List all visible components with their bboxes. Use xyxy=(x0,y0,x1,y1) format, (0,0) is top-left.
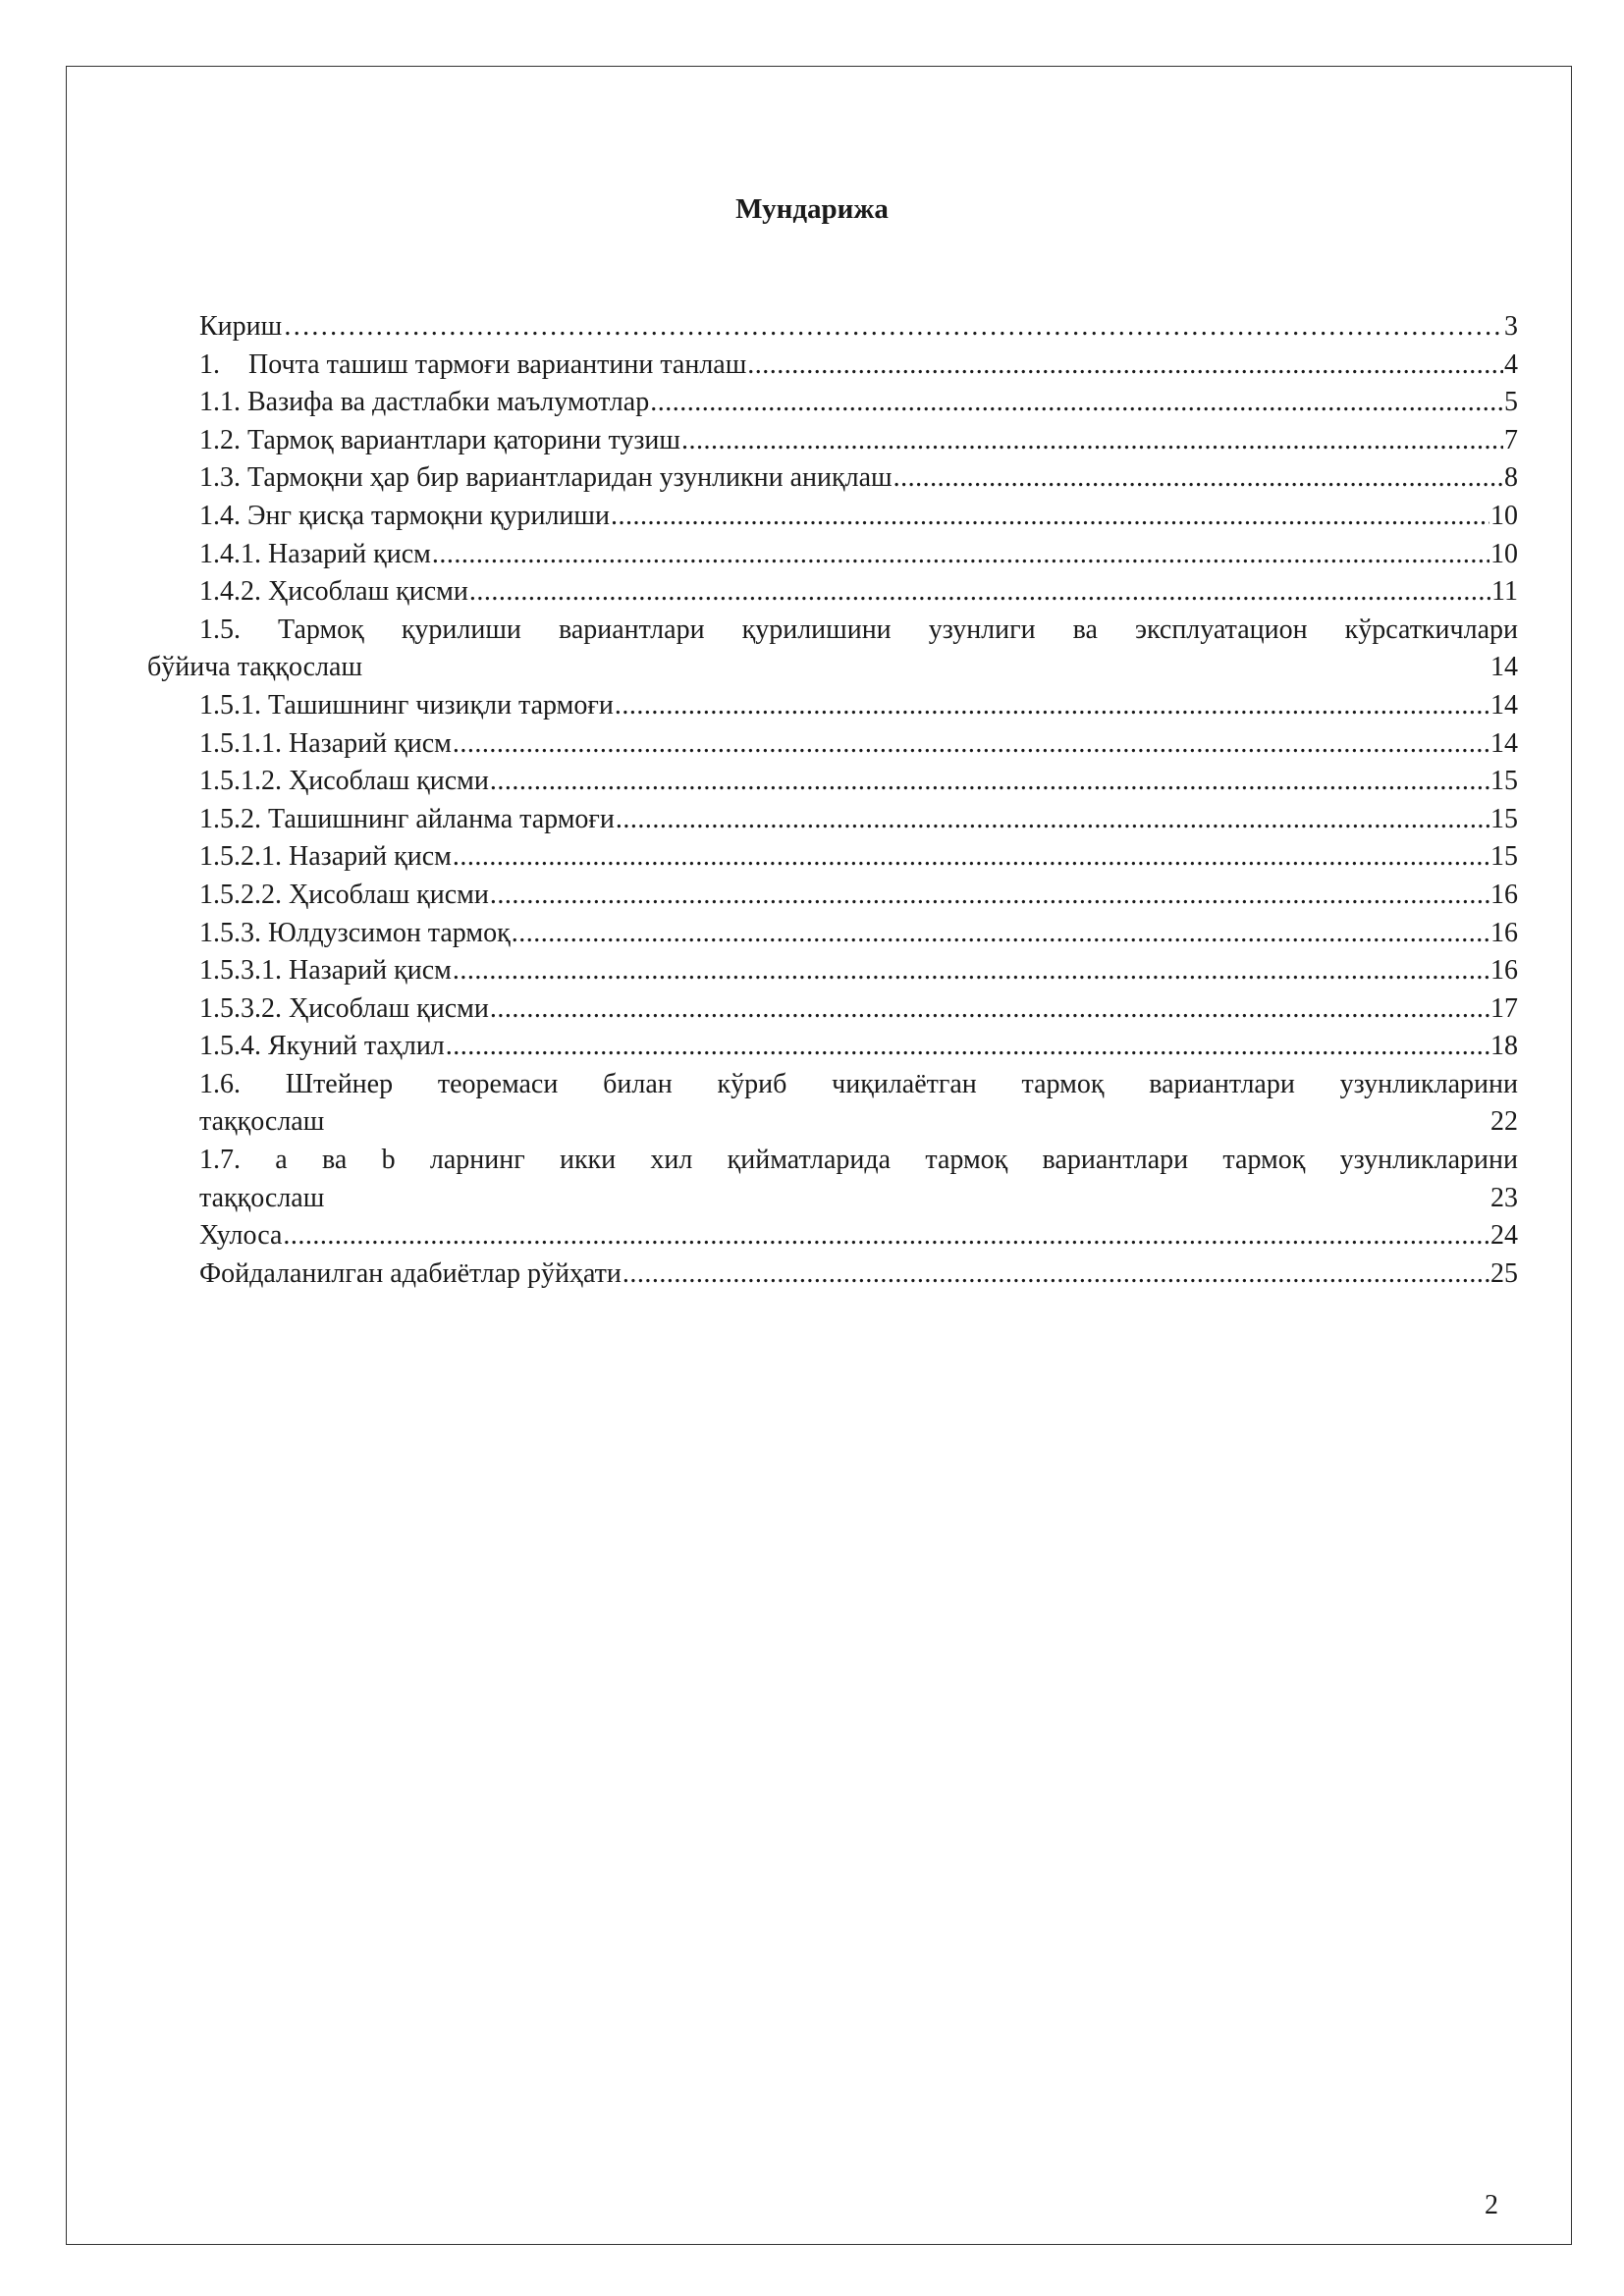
toc-entry-page: 14 xyxy=(1490,727,1518,759)
toc-entry-text: 1.5.3. Юлдузсимон тармоқ xyxy=(199,917,511,948)
toc-entry-1[interactable] xyxy=(147,347,1518,385)
toc-entry-conclusion[interactable] xyxy=(147,1217,1518,1255)
toc-entry-page: 5 xyxy=(1504,387,1518,418)
toc-entry-page: 14 xyxy=(1490,652,1518,683)
toc-leader xyxy=(893,459,1503,498)
toc-entry-text: 1.5.4. Якуний таҳлил xyxy=(199,1031,445,1062)
toc-entry-page: 22 xyxy=(1490,1106,1518,1138)
toc-entry-1-5-1-1[interactable] xyxy=(147,725,1518,764)
toc-entry-1-5-3-1[interactable] xyxy=(147,952,1518,990)
toc-entry-text: 1.6. Штейнер теоремаси билан кўриб чиқилаётган тармоқ вариантлари узунликларини xyxy=(199,1068,1518,1099)
toc-leader xyxy=(446,1028,1489,1066)
toc-entry-1-5-2[interactable] xyxy=(147,801,1518,839)
toc-entry-page: 3 xyxy=(1504,311,1518,342)
toc-entry-1-4[interactable] xyxy=(147,498,1518,536)
toc-entry-1-5-4[interactable] xyxy=(147,1028,1518,1066)
toc-entry-text: 1.2. Тармоқ вариантлари қаторини тузиш xyxy=(199,424,680,455)
toc-entry-1-5-1-2[interactable] xyxy=(147,763,1518,801)
toc-leader xyxy=(615,687,1489,725)
table-of-contents xyxy=(147,308,1518,1293)
toc-entry-1-4-2[interactable] xyxy=(147,573,1518,612)
page-number: 2 xyxy=(1485,2190,1498,2220)
toc-entry-page: 8 xyxy=(1504,462,1518,494)
toc-entry-text-cont: таққослаш xyxy=(199,1182,325,1213)
toc-entry-text: 1.4.2. Ҳисоблаш қисми xyxy=(199,576,468,608)
toc-leader xyxy=(490,763,1489,801)
toc-entry-page: 16 xyxy=(1490,879,1518,910)
toc-entry-page: 16 xyxy=(1490,917,1518,948)
toc-leader xyxy=(611,498,1489,536)
toc-entry-text: 1.5.1.2. Ҳисоблаш қисми xyxy=(199,766,489,797)
toc-leader xyxy=(747,347,1503,385)
toc-entry-page: 10 xyxy=(1490,538,1518,569)
toc-leader xyxy=(490,877,1489,915)
toc-entry-number: 1. xyxy=(199,348,220,380)
toc-leader xyxy=(512,915,1489,953)
toc-entry-text: Фойдаланилган адабиётлар рўйҳати xyxy=(199,1257,622,1289)
toc-entry-intro[interactable] xyxy=(147,308,1518,347)
toc-entry-text: 1.4. Энг қисқа тармоқни қурилиши xyxy=(199,500,610,531)
toc-leader xyxy=(283,1217,1489,1255)
toc-leader xyxy=(490,990,1489,1029)
toc-entry-1-2[interactable] xyxy=(147,422,1518,460)
toc-entry-text: 1.5.2. Ташишнинг айланма тармоғи xyxy=(199,803,615,834)
toc-entry-text: 1.5.1. Ташишнинг чизиқли тармоғи xyxy=(199,689,614,721)
toc-entry-text: Хулоса xyxy=(199,1220,283,1252)
toc-entry-text: Кириш xyxy=(199,311,283,342)
toc-entry-text: 1.5.3.2. Ҳисоблаш қисми xyxy=(199,992,489,1024)
toc-leader xyxy=(616,801,1489,839)
toc-entry-page: 11 xyxy=(1491,576,1518,608)
toc-entry-page: 17 xyxy=(1490,992,1518,1024)
page-title: Мундарижа xyxy=(735,193,889,225)
toc-entry-page: 23 xyxy=(1490,1182,1518,1213)
toc-entry-text: 1.1. Вазифа ва дастлабки маълумотлар xyxy=(199,387,650,418)
toc-entry-1-6[interactable] xyxy=(147,1066,1518,1142)
toc-leader xyxy=(681,422,1503,460)
toc-entry-1-1[interactable] xyxy=(147,384,1518,422)
toc-entry-page: 4 xyxy=(1504,348,1518,380)
toc-entry-text-cont: бўйича таққослаш xyxy=(147,652,363,683)
toc-entry-text: 1.5. Тармоқ қурилиши вариантлари қурилишини узунлиги ва эксплуатацион кўрсаткичлари xyxy=(199,614,1518,645)
toc-entry-page: 16 xyxy=(1490,955,1518,987)
toc-entry-page: 14 xyxy=(1490,689,1518,721)
toc-entry-1-5[interactable] xyxy=(147,612,1518,687)
toc-leader xyxy=(453,952,1489,990)
toc-leader xyxy=(650,384,1503,422)
toc-entry-text: 1.3. Тармоқни ҳар бир вариантларидан узунликни аниқлаш xyxy=(199,462,893,494)
toc-entry-1-7[interactable] xyxy=(147,1142,1518,1217)
toc-leader xyxy=(432,536,1489,574)
toc-entry-text-cont: таққослаш xyxy=(199,1106,325,1138)
toc-entry-1-5-1[interactable] xyxy=(147,687,1518,725)
toc-entry-page: 15 xyxy=(1490,803,1518,834)
toc-entry-page: 10 xyxy=(1490,500,1518,531)
toc-entry-text: 1.5.2.2. Ҳисоблаш қисми xyxy=(199,879,489,910)
toc-entry-1-3[interactable] xyxy=(147,459,1518,498)
toc-entry-text: 1.7. a ва b ларнинг икки хил қийматларида тармоқ вариантлари тармоқ узунликларини xyxy=(199,1145,1518,1176)
toc-entry-text: Почта ташиш тармоғи вариантини танлаш xyxy=(248,348,747,380)
toc-entry-page: 15 xyxy=(1490,766,1518,797)
toc-entry-page: 7 xyxy=(1504,424,1518,455)
toc-entry-text: 1.5.2.1. Назарий қисм xyxy=(199,841,452,873)
toc-entry-1-5-3-2[interactable] xyxy=(147,990,1518,1029)
toc-entry-1-5-3[interactable] xyxy=(147,915,1518,953)
toc-entry-page: 25 xyxy=(1490,1257,1518,1289)
toc-entry-1-5-2-1[interactable] xyxy=(147,838,1518,877)
toc-entry-references[interactable] xyxy=(147,1255,1518,1294)
toc-entry-page: 24 xyxy=(1490,1220,1518,1252)
toc-leader xyxy=(453,838,1489,877)
toc-entry-page: 18 xyxy=(1490,1031,1518,1062)
toc-entry-text: 1.5.1.1. Назарий қисм xyxy=(199,727,452,759)
toc-entry-1-5-2-2[interactable] xyxy=(147,877,1518,915)
toc-entry-page: 15 xyxy=(1490,841,1518,873)
toc-entry-text: 1.4.1. Назарий қисм xyxy=(199,538,431,569)
toc-leader xyxy=(283,308,1503,347)
toc-leader xyxy=(469,573,1490,612)
toc-entry-text: 1.5.3.1. Назарий қисм xyxy=(199,955,452,987)
toc-leader xyxy=(623,1255,1489,1294)
toc-entry-1-4-1[interactable] xyxy=(147,536,1518,574)
toc-leader xyxy=(453,725,1489,764)
